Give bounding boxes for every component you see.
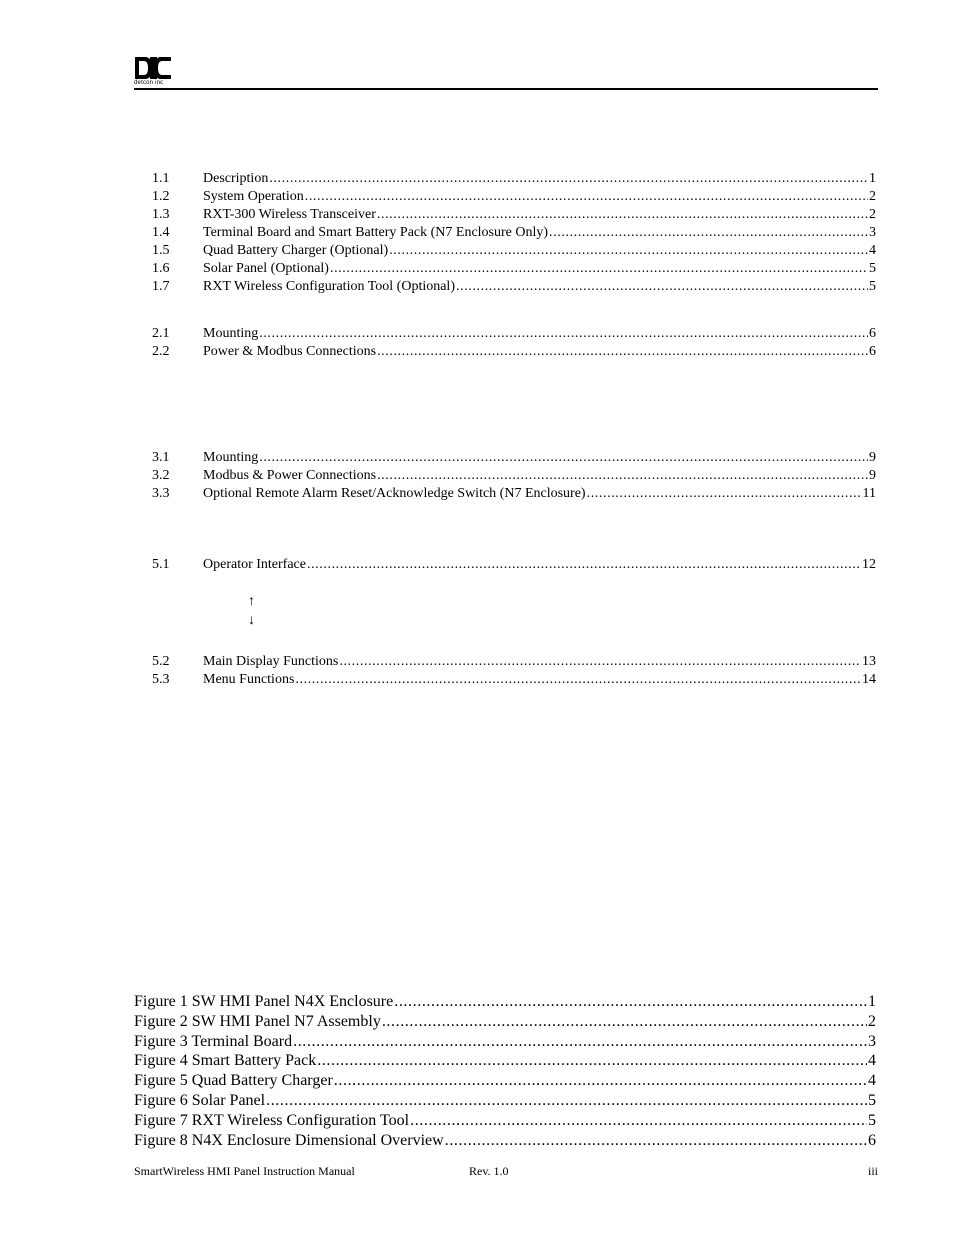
toc-dot-leader	[330, 260, 868, 278]
toc-dot-leader	[377, 343, 868, 361]
toc-entry-row[interactable]	[152, 671, 876, 689]
figure-dot-leader	[445, 1131, 867, 1151]
toc-dot-leader	[456, 278, 868, 296]
toc-entry-title: Mounting	[203, 326, 259, 341]
toc-dot-leader	[389, 242, 868, 260]
footer-title: SmartWireless HMI Panel Instruction Manual	[134, 1164, 355, 1178]
toc-entry-link[interactable]	[203, 242, 876, 260]
figure-entry-title: Figure 8 N4X Enclosure Dimensional Overview	[134, 1131, 444, 1149]
toc-entry-link[interactable]	[203, 260, 876, 278]
figure-entry-page: 1	[868, 993, 876, 1010]
toc-entry-row[interactable]	[152, 206, 876, 224]
toc-entry-page: 1	[869, 171, 876, 186]
toc-entry-title: Terminal Board and Smart Battery Pack (N7 Enclosure Only)	[203, 225, 549, 240]
toc-entry-title: Mounting	[203, 450, 259, 465]
figures-list	[134, 992, 876, 1150]
toc-section-3	[152, 449, 876, 503]
figure-entry-row[interactable]	[134, 1071, 876, 1091]
toc-entry-link[interactable]	[203, 170, 876, 188]
toc-dot-leader	[377, 206, 868, 224]
figure-dot-leader	[317, 1051, 867, 1071]
company-logo	[134, 56, 174, 88]
toc-entry-link[interactable]	[203, 224, 876, 242]
toc-entry-number: 3.3	[152, 486, 170, 501]
toc-entry-number: 5.2	[152, 654, 170, 669]
toc-entry-title: Power & Modbus Connections	[203, 344, 377, 359]
toc-section-1	[152, 170, 876, 296]
toc-entry-page: 12	[862, 557, 876, 572]
toc-section-5	[152, 556, 876, 574]
toc-entry-row[interactable]	[152, 278, 876, 296]
toc-entry-link[interactable]	[203, 556, 876, 574]
toc-entry-link[interactable]	[203, 449, 876, 467]
toc-entry-row[interactable]	[152, 242, 876, 260]
figure-dot-leader	[410, 1111, 867, 1131]
toc-entry-page: 2	[869, 189, 876, 204]
toc-entry-link[interactable]	[203, 206, 876, 224]
figure-entry-title: Figure 1 SW HMI Panel N4X Enclosure	[134, 993, 394, 1010]
figure-entry-row[interactable]	[134, 992, 876, 1012]
toc-entry-row[interactable]	[152, 467, 876, 485]
toc-section-2	[152, 325, 876, 361]
figure-entry-title: Figure 7 RXT Wireless Configuration Tool	[134, 1111, 410, 1129]
toc-entry-row[interactable]	[152, 224, 876, 242]
footer-revision: Rev. 1.0	[469, 1164, 509, 1178]
toc-entry-page: 9	[869, 450, 876, 465]
toc-entry-row[interactable]	[152, 485, 876, 503]
figure-entry-title: Figure 6 Solar Panel	[134, 1091, 266, 1109]
figure-entry-title: Figure 3 Terminal Board	[134, 1032, 293, 1050]
toc-entry-title: System Operation	[203, 189, 304, 204]
figure-entry-row[interactable]	[134, 1131, 876, 1151]
toc-entry-link[interactable]	[203, 671, 876, 689]
figure-dot-leader	[394, 992, 867, 1012]
toc-entry-number: 1.2	[152, 189, 170, 204]
toc-dot-leader	[549, 224, 868, 242]
toc-entry-title: Modbus & Power Connections	[203, 468, 377, 483]
toc-entry-row[interactable]	[152, 170, 876, 188]
toc-entry-page: 11	[862, 486, 876, 501]
toc-entry-title: Quad Battery Charger (Optional)	[203, 243, 389, 258]
figure-entry-row[interactable]	[134, 1012, 876, 1032]
toc-entry-link[interactable]	[203, 653, 876, 671]
figure-dot-leader	[334, 1071, 867, 1091]
toc-entry-number: 3.2	[152, 468, 170, 483]
toc-entry-title: Main Display Functions	[203, 654, 339, 669]
figure-dot-leader	[382, 1012, 867, 1032]
toc-entry-row[interactable]	[152, 653, 876, 671]
toc-entry-number: 1.1	[152, 171, 170, 186]
figure-entry-row[interactable]	[134, 1032, 876, 1052]
toc-entry-page: 6	[869, 326, 876, 341]
toc-dot-leader	[295, 671, 861, 689]
figure-entry-page: 2	[868, 1012, 876, 1030]
toc-entry-title: Operator Interface	[203, 557, 306, 572]
toc-entry-row[interactable]	[152, 449, 876, 467]
detcon-logo-icon	[134, 56, 172, 80]
figure-entry-row[interactable]	[134, 1111, 876, 1131]
figure-entry-page: 5	[868, 1091, 876, 1109]
toc-entry-number: 1.4	[152, 225, 170, 240]
header-rule	[134, 88, 878, 90]
toc-entry-page: 3	[869, 225, 876, 240]
toc-entry-link[interactable]	[203, 467, 876, 485]
toc-dot-leader	[339, 653, 861, 671]
toc-entry-row[interactable]	[152, 325, 876, 343]
toc-dot-leader	[377, 467, 868, 485]
toc-section-5b	[152, 653, 876, 689]
up-arrow-icon: ↑	[248, 594, 255, 609]
figure-entry-row[interactable]	[134, 1091, 876, 1111]
toc-entry-title: RXT-300 Wireless Transceiver	[203, 207, 376, 222]
figure-entry-title: Figure 4 Smart Battery Pack	[134, 1052, 317, 1070]
toc-entry-title: Menu Functions	[203, 672, 295, 687]
toc-entry-page: 4	[869, 243, 876, 258]
toc-entry-page: 14	[862, 672, 876, 687]
figure-entry-title: Figure 2 SW HMI Panel N7 Assembly	[134, 1012, 381, 1030]
toc-entry-row[interactable]	[152, 188, 876, 206]
toc-entry-number: 5.3	[152, 672, 170, 687]
toc-dot-leader	[305, 188, 868, 206]
toc-dot-leader	[307, 556, 861, 574]
toc-entry-number: 1.5	[152, 243, 170, 258]
toc-entry-number: 2.1	[152, 326, 170, 341]
toc-entry-link[interactable]	[203, 188, 876, 206]
toc-entry-link[interactable]	[203, 325, 876, 343]
toc-entry-number: 1.7	[152, 279, 170, 294]
toc-entry-page: 13	[862, 654, 876, 669]
toc-entry-row[interactable]	[152, 343, 876, 361]
toc-entry-number: 2.2	[152, 344, 170, 359]
toc-entry-row[interactable]	[152, 260, 876, 278]
toc-entry-title: RXT Wireless Configuration Tool (Optional)	[203, 279, 455, 294]
toc-entry-title: Optional Remote Alarm Reset/Acknowledge Switch (N7 Enclosure)	[203, 486, 586, 501]
toc-dot-leader	[269, 170, 868, 188]
logo-text: detcon inc	[134, 80, 164, 86]
toc-entry-page: 2	[869, 207, 876, 222]
toc-entry-link[interactable]	[203, 278, 876, 296]
toc-entry-number: 5.1	[152, 557, 170, 572]
toc-entry-page: 6	[869, 344, 876, 359]
figure-dot-leader	[266, 1091, 867, 1111]
figure-entry-title: Figure 5 Quad Battery Charger	[134, 1072, 333, 1090]
toc-dot-leader	[259, 449, 868, 467]
toc-entry-row[interactable]	[152, 556, 876, 574]
toc-dot-leader	[259, 325, 868, 343]
toc-entry-number: 1.3	[152, 207, 170, 222]
figure-entry-page: 5	[868, 1111, 876, 1129]
toc-entry-title: Description	[203, 171, 269, 186]
footer-page-number: iii	[867, 1164, 878, 1178]
figure-entry-page: 3	[868, 1032, 876, 1050]
toc-entry-page: 5	[869, 279, 876, 294]
toc-entry-link[interactable]	[203, 343, 876, 361]
figure-entry-page: 4	[868, 1072, 876, 1090]
toc-dot-leader	[587, 485, 862, 503]
toc-entry-page: 9	[869, 468, 876, 483]
down-arrow-icon: ↓	[248, 613, 255, 628]
toc-entry-page: 5	[869, 261, 876, 276]
figure-entry-page: 4	[868, 1052, 876, 1070]
toc-entry-link[interactable]	[203, 485, 876, 503]
toc-entry-title: Solar Panel (Optional)	[203, 261, 329, 276]
toc-entry-number: 1.6	[152, 261, 170, 276]
figure-dot-leader	[293, 1032, 867, 1052]
figure-entry-page: 6	[868, 1131, 876, 1149]
figure-entry-row[interactable]	[134, 1051, 876, 1071]
toc-entry-number: 3.1	[152, 450, 170, 465]
